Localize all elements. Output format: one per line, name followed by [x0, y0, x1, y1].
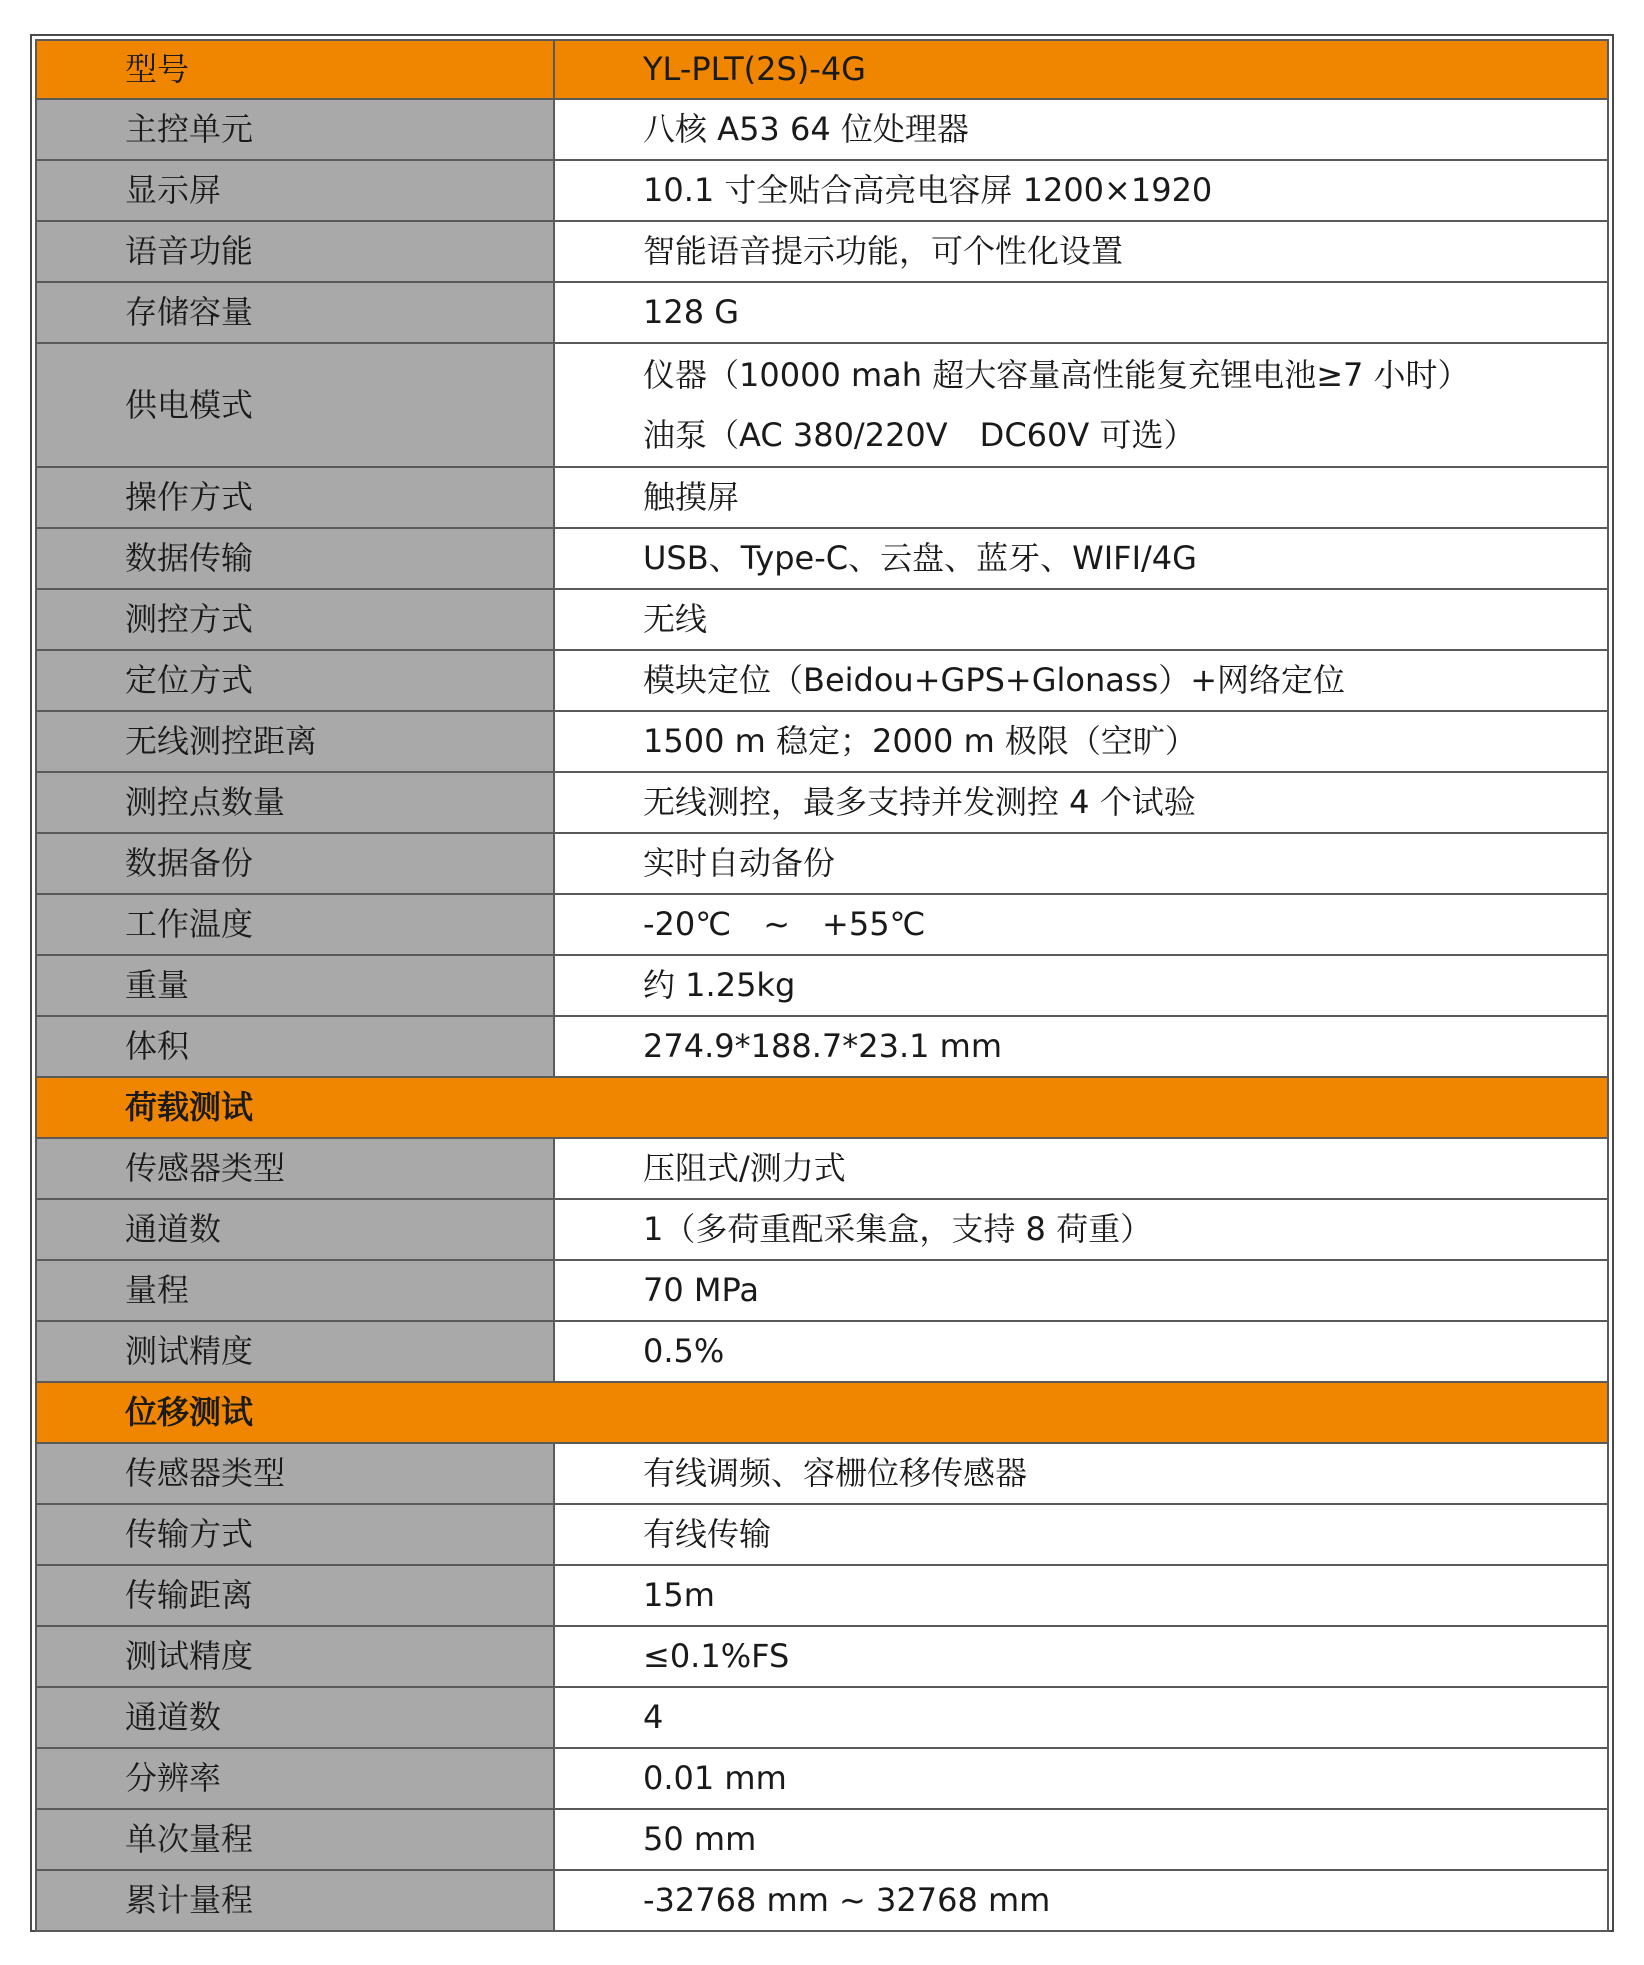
table-row [36, 1626, 1608, 1687]
row-value: USB、Type-C、云盘、蓝牙、WIFI/4G [554, 528, 1608, 589]
row-value: 实时自动备份 [554, 833, 1608, 894]
row-value: 无线 [554, 589, 1608, 650]
table-row [36, 1199, 1608, 1260]
spec-table [35, 39, 1609, 1932]
row-label: 供电模式 [36, 343, 554, 467]
row-value: -20℃ ~ +55℃ [554, 894, 1608, 955]
table-row [36, 589, 1608, 650]
row-label: 数据传输 [36, 528, 554, 589]
row-value: 模块定位（Beidou+GPS+Glonass）+网络定位 [554, 650, 1608, 711]
row-label: 体积 [36, 1016, 554, 1077]
row-value: 10.1 寸全贴合高亮电容屏 1200×1920 [554, 160, 1608, 221]
table-row [36, 1260, 1608, 1321]
row-label: 定位方式 [36, 650, 554, 711]
row-label: 单次量程 [36, 1809, 554, 1870]
row-label: 分辨率 [36, 1748, 554, 1809]
table-row [36, 99, 1608, 160]
table-row [36, 1321, 1608, 1382]
row-label: 通道数 [36, 1687, 554, 1748]
section-title: 荷载测试 [36, 1077, 1608, 1138]
table-row [36, 650, 1608, 711]
table-row [36, 1504, 1608, 1565]
table-row [36, 833, 1608, 894]
value-line: 仪器（10000 mah 超大容量高性能复充锂电池≥7 小时） [643, 356, 1470, 394]
model-value: YL-PLT(2S)-4G [554, 40, 1608, 99]
model-label: 型号 [36, 40, 554, 99]
row-value: 0.5% [554, 1321, 1608, 1382]
row-value: 智能语音提示功能，可个性化设置 [554, 221, 1608, 282]
row-value: 15m [554, 1565, 1608, 1626]
row-label: 数据备份 [36, 833, 554, 894]
row-value: 4 [554, 1687, 1608, 1748]
spec-table-frame [30, 34, 1614, 1932]
row-value: 1（多荷重配采集盒，支持 8 荷重） [554, 1199, 1608, 1260]
row-label: 主控单元 [36, 99, 554, 160]
row-label: 存储容量 [36, 282, 554, 343]
row-label: 工作温度 [36, 894, 554, 955]
row-label: 传感器类型 [36, 1443, 554, 1504]
row-value: 50 mm [554, 1809, 1608, 1870]
table-row [36, 1443, 1608, 1504]
row-value-multiline [554, 343, 1608, 467]
row-value: 1500 m 稳定；2000 m 极限（空旷） [554, 711, 1608, 772]
row-label: 测试精度 [36, 1626, 554, 1687]
row-value: 128 G [554, 282, 1608, 343]
row-value: 触摸屏 [554, 467, 1608, 528]
table-row [36, 467, 1608, 528]
row-label: 语音功能 [36, 221, 554, 282]
value-line: 油泵（AC 380/220V DC60V 可选） [643, 416, 1196, 454]
table-row [36, 282, 1608, 343]
row-label: 测控方式 [36, 589, 554, 650]
row-label: 操作方式 [36, 467, 554, 528]
row-value: 约 1.25kg [554, 955, 1608, 1016]
table-row [36, 221, 1608, 282]
table-row [36, 343, 1608, 467]
section-header-load [36, 1077, 1608, 1138]
row-label: 测控点数量 [36, 772, 554, 833]
row-value: -32768 mm ~ 32768 mm [554, 1870, 1608, 1931]
row-label: 传感器类型 [36, 1138, 554, 1199]
table-row [36, 894, 1608, 955]
row-value: 有线传输 [554, 1504, 1608, 1565]
row-label: 量程 [36, 1260, 554, 1321]
row-value: 八核 A53 64 位处理器 [554, 99, 1608, 160]
row-label: 通道数 [36, 1199, 554, 1260]
row-label: 传输距离 [36, 1565, 554, 1626]
table-row [36, 711, 1608, 772]
row-value: 有线调频、容栅位移传感器 [554, 1443, 1608, 1504]
table-row [36, 955, 1608, 1016]
table-row [36, 1809, 1608, 1870]
row-label: 传输方式 [36, 1504, 554, 1565]
table-row [36, 528, 1608, 589]
row-value: ≤0.1%FS [554, 1626, 1608, 1687]
row-label: 测试精度 [36, 1321, 554, 1382]
row-value: 0.01 mm [554, 1748, 1608, 1809]
row-label: 累计量程 [36, 1870, 554, 1931]
row-value: 274.9*188.7*23.1 mm [554, 1016, 1608, 1077]
row-label: 显示屏 [36, 160, 554, 221]
row-label: 无线测控距离 [36, 711, 554, 772]
table-row [36, 160, 1608, 221]
table-row [36, 1016, 1608, 1077]
table-row [36, 1138, 1608, 1199]
section-title: 位移测试 [36, 1382, 1608, 1443]
table-header-row [36, 40, 1608, 99]
section-header-displacement [36, 1382, 1608, 1443]
table-row [36, 772, 1608, 833]
row-label: 重量 [36, 955, 554, 1016]
table-row [36, 1870, 1608, 1931]
table-row [36, 1687, 1608, 1748]
table-row [36, 1565, 1608, 1626]
table-row [36, 1748, 1608, 1809]
row-value: 压阻式/测力式 [554, 1138, 1608, 1199]
row-value: 70 MPa [554, 1260, 1608, 1321]
row-value: 无线测控，最多支持并发测控 4 个试验 [554, 772, 1608, 833]
